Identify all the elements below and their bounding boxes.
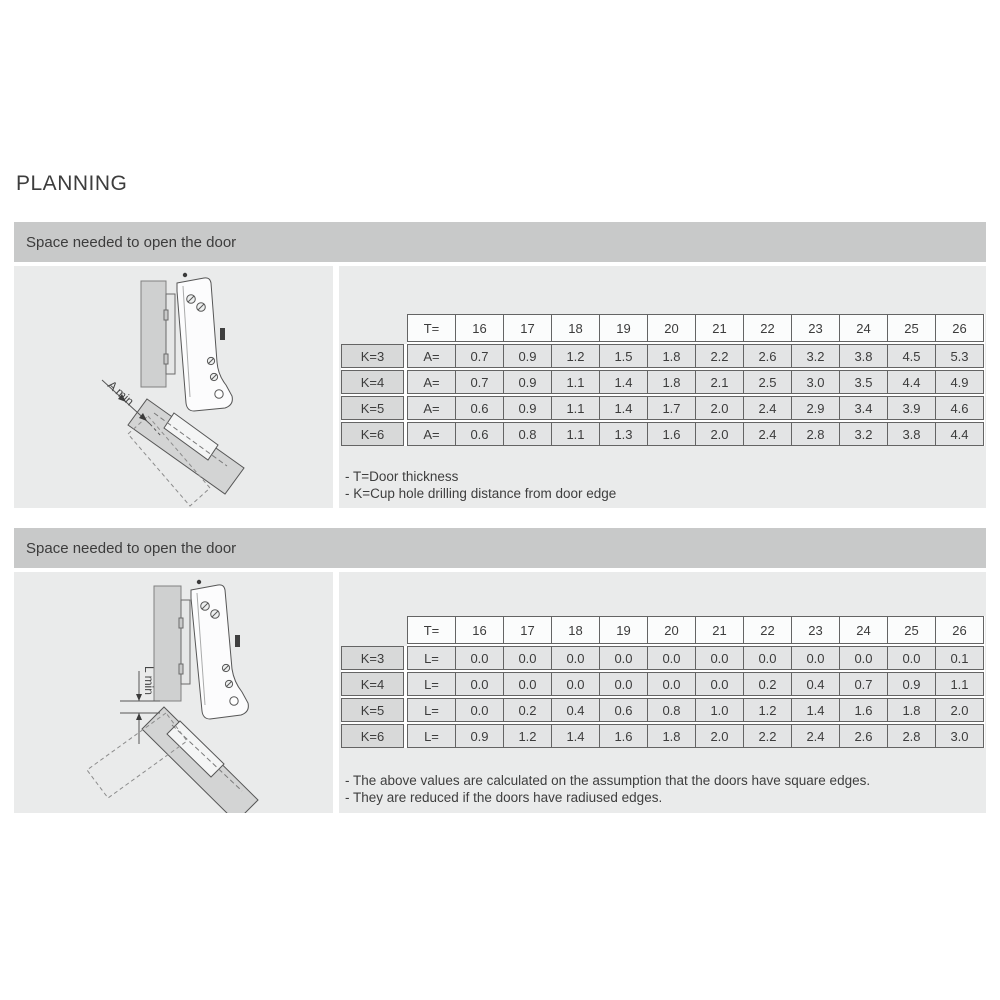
value-cell: 0.7 — [455, 344, 504, 368]
thickness-header-cell: 16 — [455, 314, 504, 342]
thickness-header-cell: 20 — [647, 616, 696, 644]
table-data-row — [407, 646, 984, 670]
thickness-header-cell: 19 — [599, 616, 648, 644]
value-cell: 1.4 — [599, 370, 648, 394]
value-cell: 1.6 — [647, 422, 696, 446]
hinge-clip — [220, 328, 225, 340]
section-space-a — [14, 222, 986, 508]
value-label-cell: A= — [407, 370, 456, 394]
k-row-label: K=3 — [341, 646, 404, 670]
value-cell: 2.8 — [887, 724, 936, 748]
value-cell: 0.2 — [503, 698, 552, 722]
value-cell: 3.2 — [839, 422, 888, 446]
thickness-header-cell: 19 — [599, 314, 648, 342]
value-cell: 1.4 — [551, 724, 600, 748]
section-header-label: Space needed to open the door — [26, 233, 237, 251]
value-cell: 0.7 — [455, 370, 504, 394]
value-cell: 0.0 — [551, 646, 600, 670]
value-cell: 1.0 — [695, 698, 744, 722]
space-table-l — [341, 616, 985, 748]
table-header-row — [407, 616, 984, 644]
thickness-header-cell: 23 — [791, 616, 840, 644]
thickness-header-cell: 24 — [839, 314, 888, 342]
value-cell: 0.9 — [503, 370, 552, 394]
value-cell: 1.2 — [551, 344, 600, 368]
value-cell: 3.4 — [839, 396, 888, 420]
value-cell: 1.6 — [599, 724, 648, 748]
value-label-cell: L= — [407, 724, 456, 748]
table-data-row — [407, 672, 984, 696]
value-cell: 1.8 — [647, 370, 696, 394]
value-cell: 0.0 — [455, 672, 504, 696]
value-cell: 2.4 — [791, 724, 840, 748]
value-cell: 2.2 — [695, 344, 744, 368]
value-cell: 2.0 — [695, 422, 744, 446]
thickness-header-cell: 25 — [887, 314, 936, 342]
value-cell: 1.4 — [791, 698, 840, 722]
value-cell: 1.1 — [935, 672, 984, 696]
thickness-header-cell: 24 — [839, 616, 888, 644]
value-cell: 1.6 — [839, 698, 888, 722]
value-cell: 4.4 — [887, 370, 936, 394]
t-header-cell: T= — [407, 314, 456, 342]
k-row-label: K=4 — [341, 370, 404, 394]
value-cell: 3.5 — [839, 370, 888, 394]
section-space-l — [14, 528, 986, 813]
cabinet-panel — [141, 281, 166, 387]
table-data-row — [407, 396, 984, 420]
value-cell: 0.1 — [935, 646, 984, 670]
value-cell: 2.8 — [791, 422, 840, 446]
dimension-arrow — [136, 694, 142, 701]
value-cell: 1.1 — [551, 396, 600, 420]
table-data-row — [407, 698, 984, 722]
cabinet-panel — [154, 586, 181, 701]
value-label-cell: A= — [407, 344, 456, 368]
dimension-label: A min — [104, 377, 137, 409]
section-header-label: Space needed to open the door — [26, 539, 237, 557]
value-label-cell: L= — [407, 672, 456, 696]
value-cell: 0.0 — [503, 672, 552, 696]
k-label-column — [341, 646, 404, 748]
value-cell: 4.4 — [935, 422, 984, 446]
value-cell: 1.4 — [599, 396, 648, 420]
value-cell: 0.4 — [551, 698, 600, 722]
value-cell: 0.0 — [551, 672, 600, 696]
thickness-header-cell: 17 — [503, 616, 552, 644]
value-label-cell: L= — [407, 698, 456, 722]
hinge-clip — [235, 635, 240, 647]
k-row-label: K=4 — [341, 672, 404, 696]
value-cell: 0.9 — [887, 672, 936, 696]
value-cell: 2.5 — [743, 370, 792, 394]
hinge-diagram-l-svg — [14, 572, 333, 813]
thickness-header-cell: 18 — [551, 616, 600, 644]
value-cell: 0.0 — [743, 646, 792, 670]
value-cell: 2.1 — [695, 370, 744, 394]
value-cell: 0.2 — [743, 672, 792, 696]
value-cell: 0.0 — [599, 672, 648, 696]
value-cell: 0.0 — [839, 646, 888, 670]
value-cell: 1.3 — [599, 422, 648, 446]
value-cell: 0.9 — [503, 396, 552, 420]
table-panel-l — [339, 572, 986, 813]
value-cell: 2.9 — [791, 396, 840, 420]
value-cell: 3.2 — [791, 344, 840, 368]
value-cell: 0.0 — [647, 646, 696, 670]
value-cell: 3.0 — [791, 370, 840, 394]
value-cell: 3.0 — [935, 724, 984, 748]
table-data-row — [407, 370, 984, 394]
hinge-arm — [191, 585, 248, 719]
note-line: - They are reduced if the doors have radiused edges. — [345, 790, 663, 805]
value-cell: 1.7 — [647, 396, 696, 420]
value-cell: 1.1 — [551, 370, 600, 394]
baseplate-tab — [179, 664, 183, 674]
value-cell: 0.6 — [455, 396, 504, 420]
thickness-header-cell: 22 — [743, 616, 792, 644]
value-cell: 0.0 — [695, 672, 744, 696]
value-label-cell: A= — [407, 396, 456, 420]
value-cell: 0.0 — [503, 646, 552, 670]
value-cell: 0.0 — [455, 698, 504, 722]
k-label-column — [341, 344, 404, 446]
value-cell: 2.0 — [695, 724, 744, 748]
baseplate-tab — [179, 618, 183, 628]
hinge-diagram-a-svg — [14, 266, 333, 508]
value-cell: 0.8 — [503, 422, 552, 446]
value-cell: 2.0 — [695, 396, 744, 420]
hinge-hole — [215, 390, 223, 398]
notes-a — [345, 468, 616, 502]
table-grid — [407, 616, 984, 748]
value-cell: 2.4 — [743, 422, 792, 446]
value-cell: 3.9 — [887, 396, 936, 420]
thickness-header-cell: 20 — [647, 314, 696, 342]
value-cell: 1.2 — [503, 724, 552, 748]
value-label-cell: A= — [407, 422, 456, 446]
table-panel-a — [339, 266, 986, 508]
table-data-row — [407, 724, 984, 748]
note-line: - T=Door thickness — [345, 469, 459, 484]
note-line: - The above values are calculated on the assumption that the doors have square edges. — [345, 773, 871, 788]
baseplate-tab — [164, 354, 168, 364]
k-row-label: K=5 — [341, 396, 404, 420]
value-cell: 2.6 — [743, 344, 792, 368]
value-cell: 2.6 — [839, 724, 888, 748]
hinge-diagram-l — [14, 572, 333, 813]
section-content — [14, 572, 986, 813]
k-row-label: K=3 — [341, 344, 404, 368]
table-header-row — [407, 314, 984, 342]
thickness-header-cell: 25 — [887, 616, 936, 644]
adjust-screw-tip — [197, 580, 201, 584]
k-row-label: K=6 — [341, 724, 404, 748]
value-cell: 1.1 — [551, 422, 600, 446]
value-cell: 0.7 — [839, 672, 888, 696]
value-cell: 0.9 — [455, 724, 504, 748]
thickness-header-cell: 18 — [551, 314, 600, 342]
k-row-label: K=5 — [341, 698, 404, 722]
value-cell: 0.0 — [887, 646, 936, 670]
hinge-arm — [177, 278, 232, 411]
value-cell: 2.4 — [743, 396, 792, 420]
notes-l — [345, 772, 870, 806]
value-cell: 3.8 — [839, 344, 888, 368]
value-cell: 4.5 — [887, 344, 936, 368]
value-cell: 1.8 — [647, 724, 696, 748]
value-cell: 2.2 — [743, 724, 792, 748]
value-cell: 1.8 — [647, 344, 696, 368]
section-header-bar — [14, 528, 986, 568]
dimension-label: L min — [142, 666, 156, 695]
thickness-header-cell: 21 — [695, 616, 744, 644]
value-cell: 0.0 — [695, 646, 744, 670]
value-cell: 0.6 — [455, 422, 504, 446]
table-grid — [407, 314, 984, 446]
value-cell: 0.0 — [791, 646, 840, 670]
table-data-row — [407, 344, 984, 368]
value-cell: 5.3 — [935, 344, 984, 368]
value-cell: 1.5 — [599, 344, 648, 368]
table-data-row — [407, 422, 984, 446]
value-cell: 1.8 — [887, 698, 936, 722]
value-label-cell: L= — [407, 646, 456, 670]
value-cell: 4.6 — [935, 396, 984, 420]
thickness-header-cell: 21 — [695, 314, 744, 342]
thickness-header-cell: 22 — [743, 314, 792, 342]
note-line: - K=Cup hole drilling distance from door edge — [345, 486, 617, 501]
section-header-bar — [14, 222, 986, 262]
door-open — [128, 399, 244, 494]
value-cell: 0.0 — [599, 646, 648, 670]
dimension-arrow — [136, 713, 142, 720]
adjust-screw-tip — [183, 273, 187, 277]
value-cell: 0.0 — [455, 646, 504, 670]
thickness-header-cell: 23 — [791, 314, 840, 342]
space-table-a — [341, 314, 985, 446]
section-content — [14, 266, 986, 508]
value-cell: 0.0 — [647, 672, 696, 696]
value-cell: 4.9 — [935, 370, 984, 394]
hinge-hole — [230, 697, 238, 705]
thickness-header-cell: 16 — [455, 616, 504, 644]
value-cell: 0.4 — [791, 672, 840, 696]
value-cell: 1.2 — [743, 698, 792, 722]
thickness-header-cell: 26 — [935, 616, 984, 644]
thickness-header-cell: 17 — [503, 314, 552, 342]
value-cell: 3.8 — [887, 422, 936, 446]
baseplate-tab — [164, 310, 168, 320]
thickness-header-cell: 26 — [935, 314, 984, 342]
k-row-label: K=6 — [341, 422, 404, 446]
value-cell: 0.6 — [599, 698, 648, 722]
value-cell: 0.8 — [647, 698, 696, 722]
value-cell: 0.9 — [503, 344, 552, 368]
t-header-cell: T= — [407, 616, 456, 644]
hinge-diagram-a — [14, 266, 333, 508]
value-cell: 2.0 — [935, 698, 984, 722]
page-title: PLANNING — [16, 172, 128, 195]
